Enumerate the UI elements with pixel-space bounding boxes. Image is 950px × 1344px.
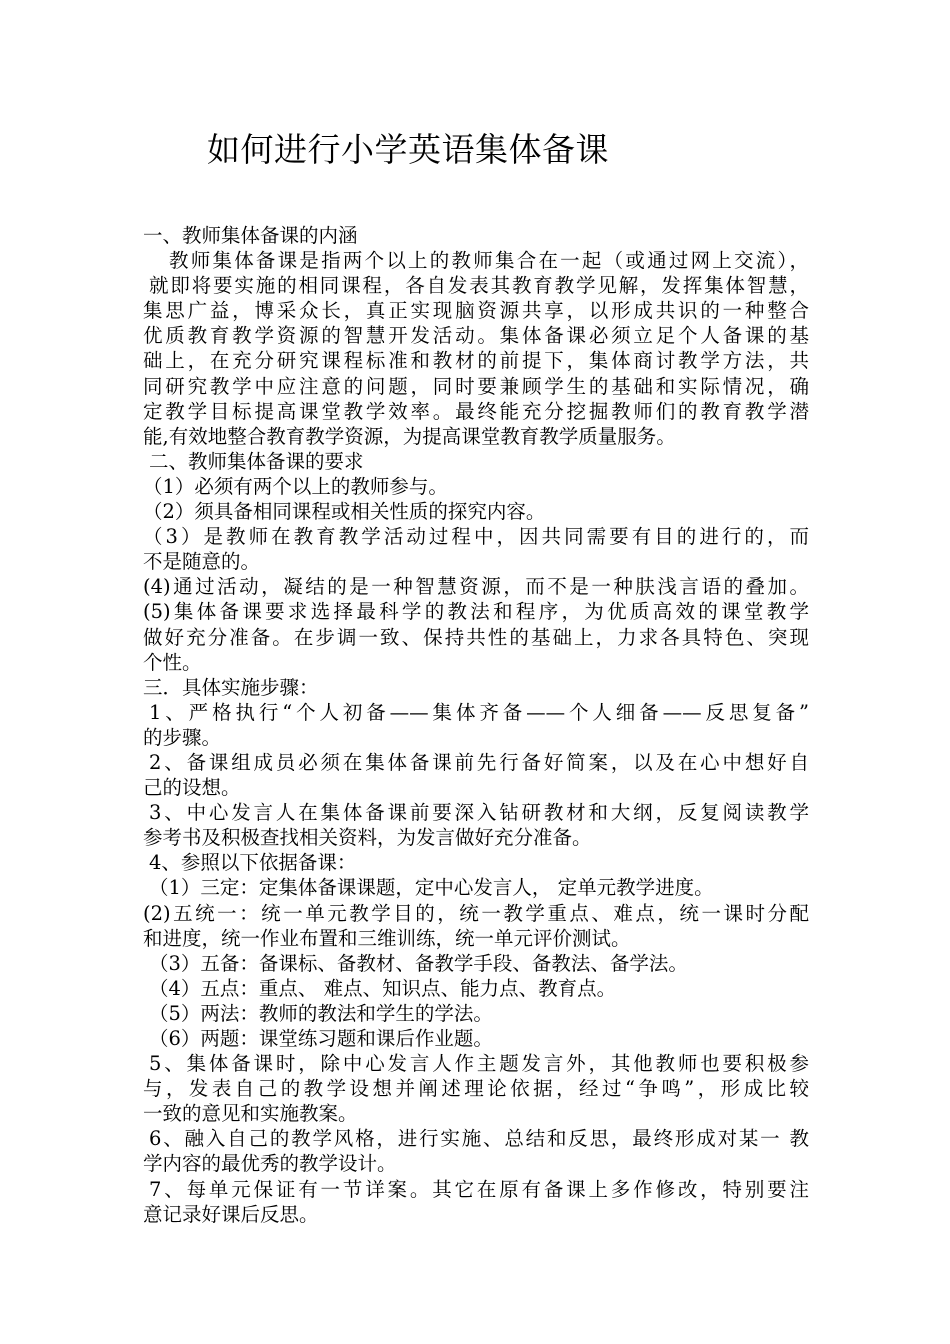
text-line: （2）须具备相同课程或相关性质的探究内容。 (143, 500, 546, 524)
text-line: 集思广益，博采众长，真正实现脑资源共享，以形成共识的一种整合 (143, 299, 809, 323)
text-line: 优质教育教学资源的智慧开发活动。集体备课必须立足个人备课的基 (143, 324, 809, 348)
text-line: 学内容的最优秀的教学设计。 (143, 1152, 397, 1176)
text-line: 二、教师集体备课的要求 (149, 449, 364, 473)
text-line: 与，发表自己的教学设想并阐述理论依据，经过“争鸣”，形成比较 (143, 1077, 809, 1101)
text-line: （6）两题：课堂练习题和课后作业题。 (149, 1027, 493, 1050)
text-line: 定教学目标提高课堂教学效率。最终能充分挖掘教师们的教育教学潜 (143, 399, 809, 423)
text-line: 4、参照以下依据备课： (149, 851, 357, 875)
document-body (143, 223, 809, 1227)
text-line: 三．具体实施步骤： (143, 675, 319, 699)
text-line: 教师集体备课是指两个以上的教师集合在一起（或通过网上交流）， (169, 249, 809, 273)
text-line: 己的设想。 (143, 776, 241, 800)
text-line: 和进度，统一作业布置和三维训练，统一单元评价测试。 (143, 926, 631, 950)
text-line: （3）五备：备课标、备教材、备教学手段、备教法、备学法。 (149, 951, 688, 975)
text-line: 7、每单元保证有一节详案。其它在原有备课上多作修改，特别要注 (149, 1177, 809, 1201)
text-line: （1）必须有两个以上的教师参与。 (143, 474, 448, 498)
text-line: 5、集体备课时，除中心发言人作主题发言外，其他教师也要积极参 (149, 1052, 809, 1076)
text-line: 1、严格执行“个人初备——集体齐备——个人细备——反思复备” (149, 700, 809, 724)
text-line: 个性。 (143, 650, 202, 674)
document-title: 如何进行小学英语集体备课 (207, 130, 609, 169)
text-line: 做好充分准备。在步调一致、保持共性的基础上，力求各具特色、突现 (143, 625, 809, 649)
text-line: 就即将要实施的相同课程，各自发表其教育教学见解，发挥集体智慧， (149, 274, 809, 298)
text-line: 一致的意见和实施教案。 (143, 1102, 358, 1126)
text-line: 能,有效地整合教育教学资源，为提高课堂教育教学质量服务。 (143, 424, 676, 448)
text-line: 意记录好课后反思。 (143, 1202, 319, 1226)
text-line: 不是随意的。 (143, 550, 261, 574)
text-line: （4）五点：重点、 难点、知识点、能力点、教育点。 (149, 976, 617, 1000)
text-line: 参考书及积极查找相关资料，为发言做好充分准备。 (143, 826, 592, 850)
text-line: 6、融入自己的教学风格，进行实施、总结和反思，最终形成对某一 教 (149, 1127, 809, 1151)
text-line: 一、教师集体备课的内涵 (143, 224, 358, 247)
text-line: 同研究教学中应注意的问题，同时要兼顾学生的基础和实际情况，确 (143, 374, 809, 398)
text-line: （3）是教师在教育教学活动过程中，因共同需要有目的进行的，而 (143, 525, 809, 549)
text-line: （5）两法：教师的教法和学生的学法。 (149, 1001, 493, 1025)
text-line: 的步骤。 (143, 725, 222, 749)
text-line: (2)五统一：统一单元教学目的，统一教学重点、难点，统一课时分配 (143, 901, 809, 925)
text-line: 3、中心发言人在集体备课前要深入钻研教材和大纲，反复阅读教学 (149, 801, 809, 825)
text-line: (5)集体备课要求选择最科学的教法和程序，为优质高效的课堂教学 (143, 600, 809, 624)
text-line: 础上，在充分研究课程标准和教材的前提下，集体商讨教学方法，共 (143, 349, 809, 373)
text-line: 2、备课组成员必须在集体备课前先行备好简案，以及在心中想好自 (149, 750, 809, 774)
text-line: (4)通过活动，凝结的是一种智慧资源，而不是一种肤浅言语的叠加。 (143, 575, 809, 599)
text-line: （1）三定：定集体备课课题，定中心发言人， 定单元教学进度。 (149, 876, 714, 900)
